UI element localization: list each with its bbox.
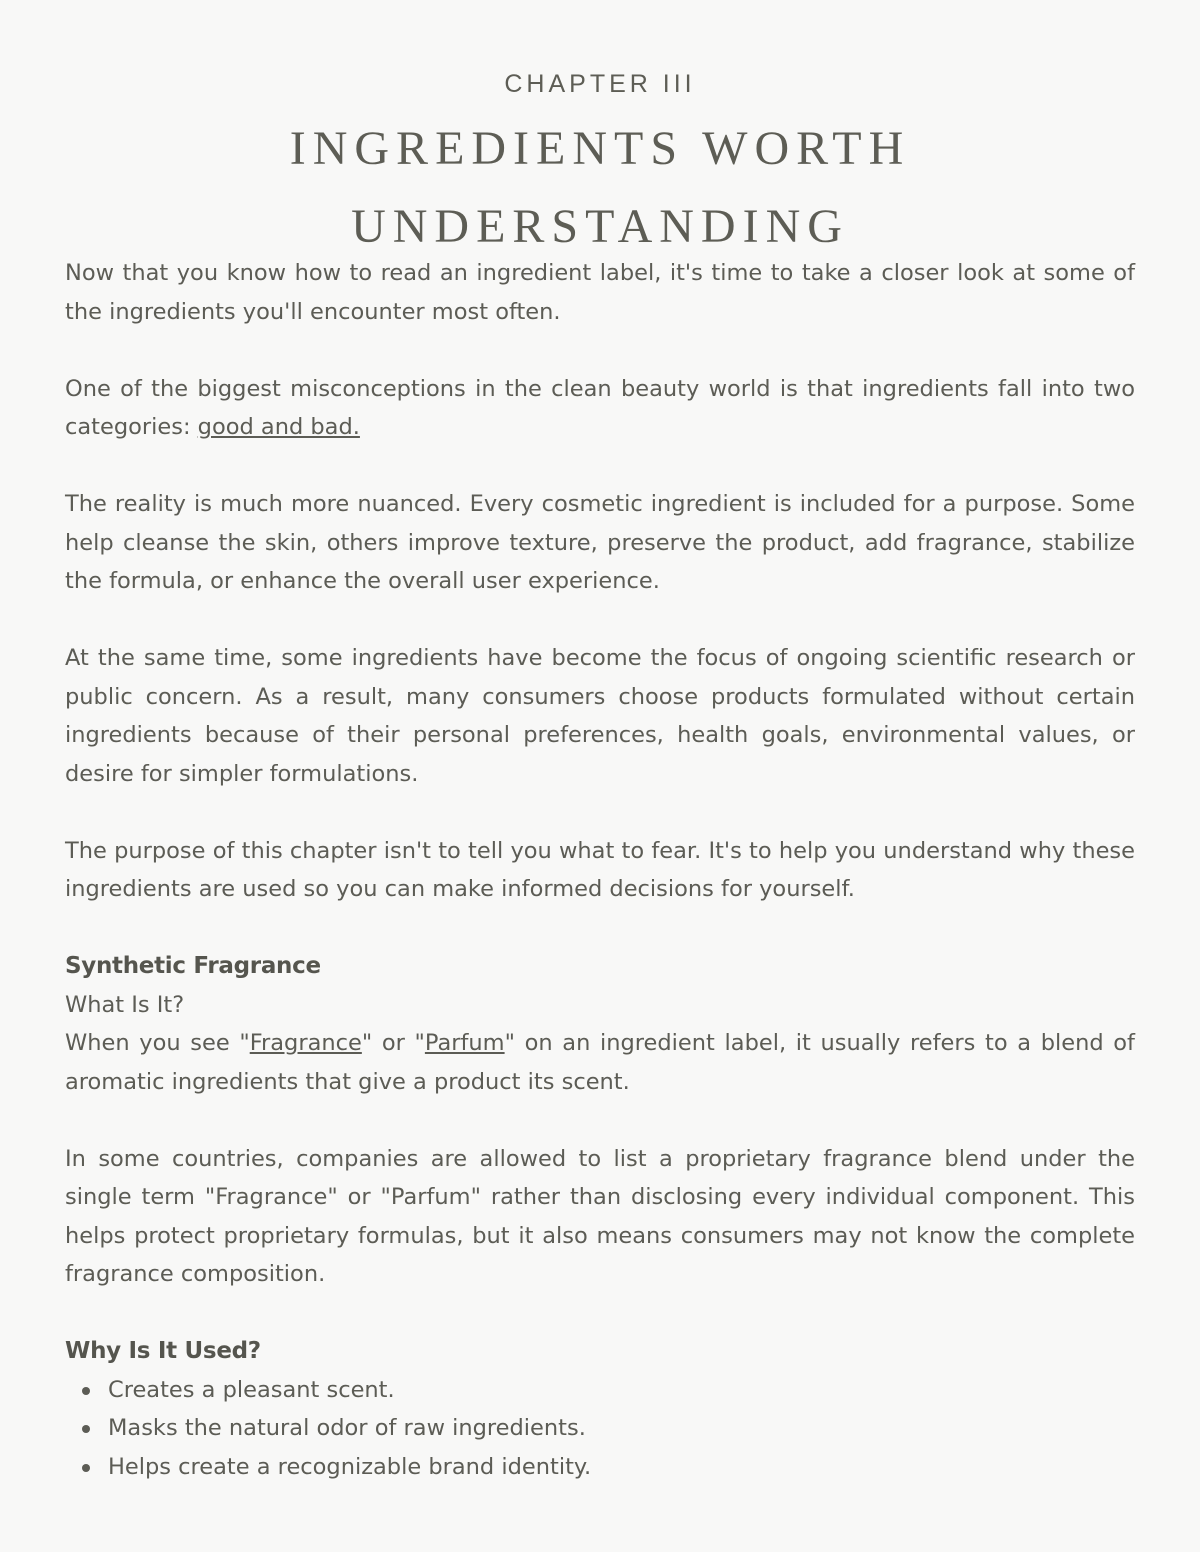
chapter-title: [65, 110, 1135, 266]
intro-paragraph-4: At the same time, some ingredients have become the focus of ongoing scientific research or public concern. As a result, many consumers choose products formulated without certain ingredients because of their personal preferences, health goals, environmental values, or desire for simpler formulations.: [65, 645, 1135, 787]
list-item: Creates a pleasant scent.: [108, 1371, 1135, 1410]
what-paragraph-1: [65, 1024, 1135, 1101]
intro-paragraph-2: [65, 370, 1135, 447]
body-text: [65, 254, 1135, 1486]
good-and-bad-link[interactable]: good and bad.: [197, 414, 360, 440]
why-is-it-used-heading: Why Is It Used?: [65, 1338, 261, 1364]
what-paragraph-2: In some countries, companies are allowed to list a proprietary fragrance blend under the single term "Fragrance" or "Parfum" rather than disclosing every individual component. This helps protect proprietary formulas, but it also means consumers may not know the complete fragrance composition.: [65, 1145, 1135, 1287]
chapter-title-line-2: UNDERSTANDING: [351, 200, 849, 253]
what-is-it-heading: What Is It?: [65, 991, 185, 1018]
chapter-label: CHAPTER III: [504, 70, 696, 98]
parfum-link[interactable]: Parfum: [424, 1030, 505, 1056]
list-item: Helps create a recognizable brand identity.: [108, 1448, 1135, 1487]
intro-paragraph-2-text: One of the biggest misconceptions in the clean beauty world is that ingredients fall into two categories:: [65, 375, 1135, 440]
what-paragraph-1-text-b: " or ": [361, 1030, 425, 1056]
fragrance-link[interactable]: Fragrance: [249, 1030, 362, 1056]
chapter-title-line-1: INGREDIENTS WORTH: [289, 122, 911, 175]
section-heading: Synthetic Fragrance: [65, 953, 321, 979]
list-item: Masks the natural odor of raw ingredients.: [108, 1409, 1135, 1448]
intro-paragraph-5: The purpose of this chapter isn't to tell you what to fear. It's to help you understand why these ingredients are used so you can make informed decisions for yourself.: [65, 837, 1135, 902]
intro-paragraph-3: The reality is much more nuanced. Every cosmetic ingredient is included for a purpose. Some help cleanse the skin, others improve texture, preserve the product, add fragrance, stabilize the formula, or enhance the overall user experience.: [65, 491, 1135, 594]
intro-paragraph-1: Now that you know how to read an ingredient label, it's time to take a closer look at some of the ingredients you'll encounter most often.: [65, 260, 1135, 325]
what-paragraph-1-text-c: " on an ingredient label, it usually refers to a blend of aromatic ingredients that give a product its scent.: [65, 1030, 1135, 1095]
what-paragraph-1-text-a: When you see ": [65, 1030, 250, 1056]
why-list: [65, 1371, 1135, 1487]
